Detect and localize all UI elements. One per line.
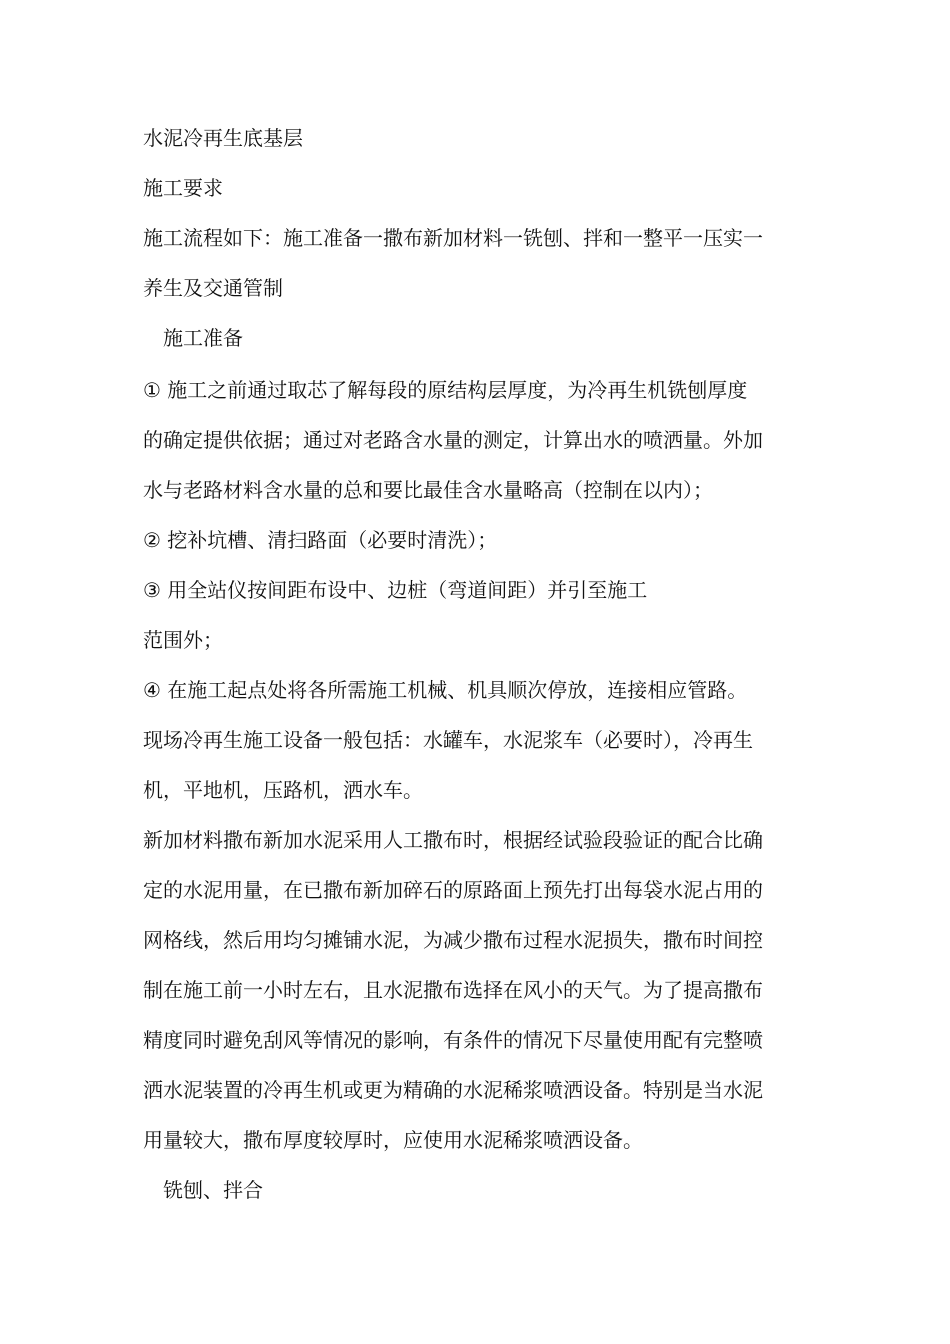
text-line: 定的水泥用量，在已撒布新加碎石的原路面上预先打出每袋水泥占用的: [143, 878, 763, 902]
text-line: 养生及交通管制: [143, 276, 283, 300]
text-line: ② 挖补坑槽、清扫路面（必要时清洗）；: [143, 528, 498, 552]
text-line: 施工流程如下：施工准备一撒布新加材料一铣刨、拌和一整平一压实一: [143, 226, 763, 250]
text-line: 制在施工前一小时左右，且水泥撒布选择在风小的天气。为了提高撒布: [143, 978, 763, 1002]
text-line: 现场冷再生施工设备一般包括：水罐车，水泥浆车（必要时），冷再生: [143, 728, 753, 752]
text-line: ③ 用全站仪按间距布设中、边桩（弯道间距）并引至施工: [143, 578, 648, 602]
subsection-heading: 施工准备: [163, 326, 243, 350]
text-line: 的确定提供依据；通过对老路含水量的测定，计算出水的喷洒量。外加: [143, 428, 763, 452]
text-line: 网格线，然后用均匀摊铺水泥，为减少撒布过程水泥损失，撒布时间控: [143, 928, 763, 952]
text-line: 用量较大，撒布厚度较厚时，应使用水泥稀浆喷洒设备。: [143, 1128, 643, 1152]
text-line: ④ 在施工起点处将各所需施工机械、机具顺次停放，连接相应管路。: [143, 678, 748, 702]
text-line: ① 施工之前通过取芯了解每段的原结构层厚度，为冷再生机铣刨厚度: [143, 378, 748, 402]
text-line: 水与老路材料含水量的总和要比最佳含水量略高（控制在以内）；: [143, 478, 713, 502]
subsection-heading: 铣刨、拌合: [163, 1178, 263, 1202]
text-line: 精度同时避免刮风等情况的影响，有条件的情况下尽量使用配有完整喷: [143, 1028, 763, 1052]
text-line: 洒水泥装置的冷再生机或更为精确的水泥稀浆喷洒设备。特别是当水泥: [143, 1078, 763, 1102]
text-line: 机，平地机，压路机，洒水车。: [143, 778, 423, 802]
text-line: 范围外；: [143, 628, 223, 652]
text-line: 新加材料撒布新加水泥采用人工撒布时，根据经试验段验证的配合比确: [143, 828, 763, 852]
section-heading: 施工要求: [143, 176, 223, 200]
document-title: 水泥冷再生底基层: [143, 126, 303, 150]
